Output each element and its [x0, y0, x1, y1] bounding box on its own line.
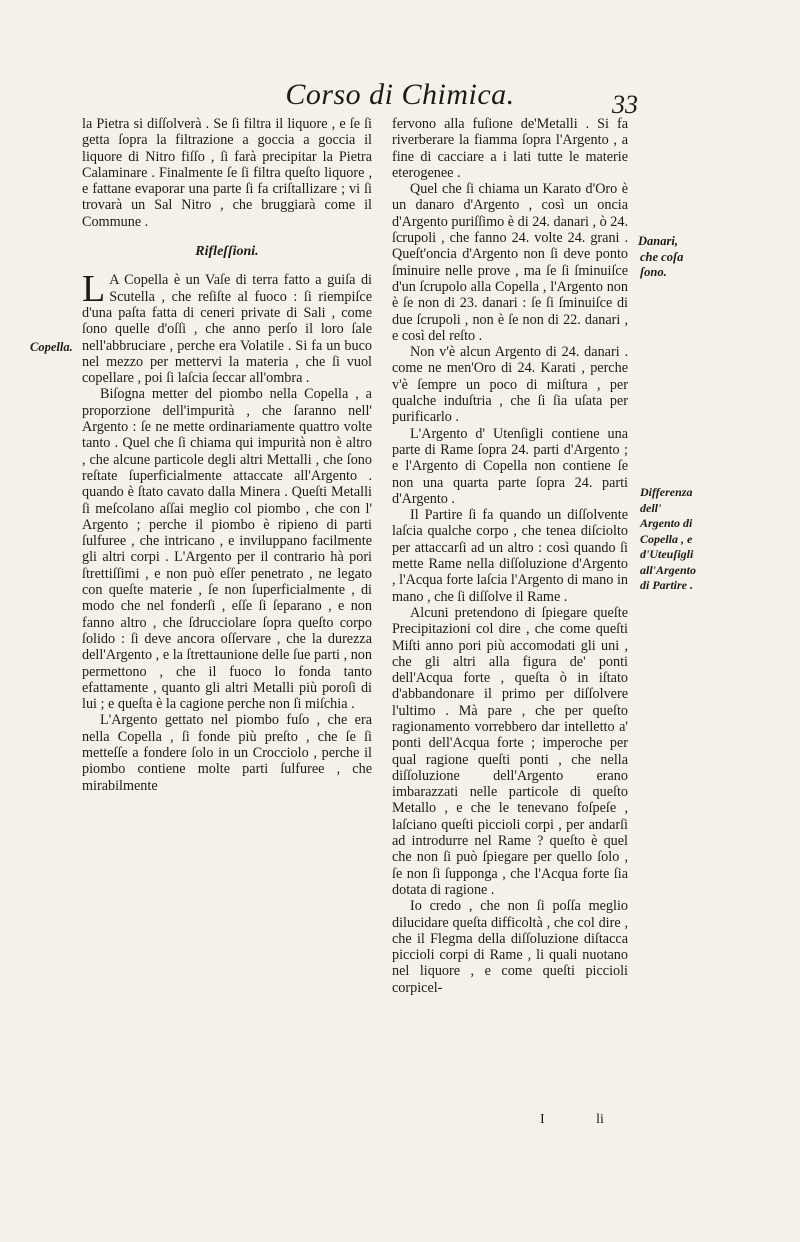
- margin-note-danari: Danari,: [638, 234, 678, 248]
- drop-cap: L: [82, 268, 106, 311]
- catchword: li: [596, 1112, 604, 1127]
- margin-note-differenza: Differenza dell' Argento di Copella , e d'Uteuſigli all'Argento di Partire .: [640, 485, 697, 592]
- page-number: 33: [612, 90, 638, 119]
- margin-note-che-cosa: che coſa ſono.: [640, 250, 684, 279]
- margin-note-copella: Copella.: [30, 340, 73, 354]
- right-paragraph-4: L'Argento d' Utenſigli contiene una parte di Rame ſopra 24. parti d'Argento ; e l'Argento di Copella non contiene ſe non una quarta parte ſopra 24. parti d'Argento .: [392, 425, 628, 507]
- section-title: Rifleſſioni.: [195, 244, 259, 260]
- left-paragraph-3: Biſogna metter del piombo nella Copella , a proporzione dell'impurità , che ſaranno nell' Argento : ſe ne mette ordinariamente quattro volte tanto . Quel che ſi chiama qui impurità non è altro , che alcune particole degli altri Mettalli , che ſono reſtate ſuperficialmente attaccate all'Argento . quando è ſtato cavato dalla Minera . Queſti Metalli ſi meſcolano aſſai meglio col piombo , che con l' Argento ; perche il piombo è ripieno di parti ſulfuree , che intricano , e inviluppano facilmente gli altri corpi . L'Argento per il contrario hà pori ſtrettiſſimi , e non può eſſer penetrato , ne legato con queſte materie , ſe non ſuperficialmente , di modo che nel fonderſi , eſſe ſi ſeparano , e non fanno altro , che ſdrucciolare ſopra queſto corpo ſolido : ſi deve ancora oſſervare , che la durezza dell'Argento , e la ſtrettaunione delle ſue parti , non permettono , che il fuoco lo fonda tanto efattamente , quanto gli altri Metalli più poroſi di lui ; e queſta è la cagione perche non ſi miſchia .: [82, 386, 372, 713]
- left-paragraph-4: L'Argento gettato nel piombo fuſo , che era nella Copella , ſi fonde più preſto , che ſe ſi metteſſe a fondere ſolo in un Crocciolo , perche il piombo contiene molte parti ſulfuree , che mirabilmente: [82, 712, 372, 794]
- left-paragraph-2: A Copella è un Vaſe di terra fatto a guiſa di Scutella , che reſiſte al fuoco : ſi riempiſce d'una paſta fatta di ceneri private di Sali , come ſono quelle d'oſſi , che anno perſo il loro ſale nell'abbruciare , perche era Volatile . Si fa un buco nel mezzo per mettervi la materia , che ſi vuol copellare , poi ſi laſcia ſeccar all'ombra .: [82, 272, 372, 387]
- left-paragraph-1: la Pietra si diſſolverà . Se ſi filtra il liquore , e ſe ſi getta ſopra la filtrazione a goccia a goccia il liquore di Nitro fiſſo , ſi farà precipitar la Pietra Calaminare . Finalmente ſe ſi filtra queſto liquore , e fattane evaporar una parte ſi fa criſtallizare ; vi ſi trovarà un Sal Nitro , che bruggiarà come il Commune .: [82, 116, 372, 230]
- right-paragraph-2: Quel che ſi chiama un Karato d'Oro è un danaro d'Argento , così un oncia d'Argento puriſſimo è di 24. danari , ò 24. ſcrupoli , che fanno 24. volte 24. grani . Queſt'oncia d'Argento non ſi deve ponto ſminuire nelle prove , ma ſe ſi ſminuiſce d'un ſcrupolo alla Copella , l'Argento non è ſe non di 23. danari : ſe ſi ſminuiſce di due ſcrupoli , non è ſe non di 22. danari , e così del reſto .: [392, 181, 628, 344]
- left-column: [82, 116, 372, 794]
- right-paragraph-5: Il Partire ſi fa quando un diſſolvente laſcia qualche corpo , che tenea diſciolto per attaccarſi ad un altro : così quando ſi mette Rame nella diſſoluzione d'Argento , l'Acqua forte laſcia l'Argento di mano in mano , che ſi diſſolve il Rame .: [392, 507, 628, 605]
- right-column: [392, 116, 628, 996]
- right-paragraph-3: Non v'è alcun Argento di 24. danari . come ne men'Oro di 24. Karati , perche v'è ſempre un poco di miſtura , per qualche induſtria , che ſi ſia uſata per purificarlo .: [392, 344, 628, 426]
- footer-catchwords: [540, 1112, 604, 1128]
- right-paragraph-1: fervono alla fuſione de'Metalli . Si fa riverberare la fiamma ſopra l'Argento , a fine di cacciare a i lati tutte le materie eterogenee .: [392, 116, 628, 181]
- right-paragraph-6: Alcuni pretendono di ſpiegare queſte Precipitazioni col dire , che come queſti Miſti anno pori più accomodati gli uni , che gli altri alla figura de' ponti dell'Acqua forte , queſta ò in iſtato d'abbandonare il primo per diſſolvere l'ultimo . Mà pare , che per queſto ragionamento vorrebbero dar intelletto a' ponti dell'Acqua forte ; imperoche per qual ragione queſti ponti , che nella diſſoluzione dell'Argento erano imbarazzati nelle particole di queſto Metallo , e che le tenevano foſpeſe , laſciano queſti piccioli corpi , per andarſi ad introdurre nel Rame ? queſto è quel che non ſi può ſpiegare per quello ſolo , ſe non ſi ſupponga , che l'Acqua forte ſia dotata di ragione .: [392, 604, 628, 898]
- signature-mark: I: [540, 1112, 545, 1127]
- running-head: Corso di Chimica.: [285, 78, 515, 111]
- right-paragraph-7: Io credo , che non ſi poſſa meglio dilucidare queſta difficoltà , che col dire , che il Flegma della diſſoluzione diſtacca piccioli corpi di Rame , li quali nuotano nel liquore , e come queſti piccioli corpicel-: [392, 898, 628, 996]
